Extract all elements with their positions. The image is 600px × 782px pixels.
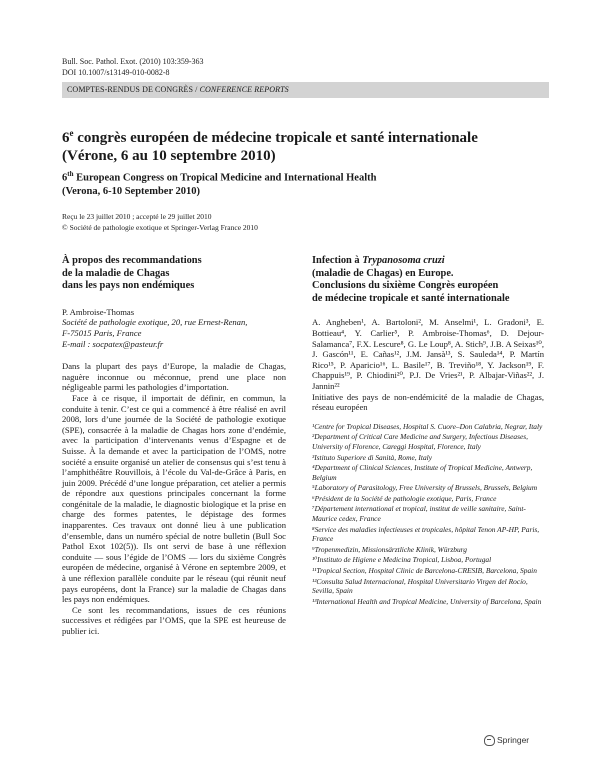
affiliation-item: ¹³International Health and Tropical Medicine, University of Barcelona, Spain	[312, 596, 542, 606]
title-english	[62, 168, 552, 198]
title-en-line2: (Verona, 6-10 September 2010)	[62, 185, 201, 197]
right-column	[312, 255, 544, 607]
species-name: Trypanosoma cruzi	[362, 255, 445, 266]
received-date: Reçu le 23 juillet 2010 ; accepté le 29 juillet 2010	[62, 212, 212, 221]
title-en-rest: European Congress on Tropical Medicine and International Health	[73, 172, 377, 184]
left-column	[62, 255, 286, 637]
email-line: E-mail : socpatex@pasteur.fr	[62, 338, 164, 349]
rubric-banner	[62, 82, 549, 98]
left-author: P. Ambroise-Thomas	[62, 306, 135, 317]
right-heading-line: (maladie de Chagas) en Europe.	[312, 267, 454, 279]
journal-doi: DOI 10.1007/s13149-010-0082-8	[62, 68, 170, 77]
affiliation-item: ⁵Laboratory of Parasitology, Free University of Brussels, Brussels, Belgium	[312, 483, 538, 493]
affiliation-item: ²Department of Critical Care Medicine and Surgery, Infectious Diseases, University of Florence, Careggi Hospital, Florence, Italy	[312, 432, 528, 451]
rubric-en: CONFERENCE REPORTS	[199, 85, 289, 94]
left-section-heading	[62, 255, 286, 293]
rubric-fr: COMPTES-RENDUS DE CONGRÈS /	[67, 85, 200, 94]
affiliation-item: ⁹Tropenmedizin, Missionsärztliche Klinik, Würzburg	[312, 544, 467, 554]
publisher-name: Springer	[497, 735, 530, 745]
publisher-logo	[484, 734, 529, 746]
journal-header	[62, 56, 204, 78]
journal-citation: Bull. Soc. Pathol. Exot. (2010) 103:359-363	[62, 57, 204, 66]
title-fr-rest: congrès européen de médecine tropicale et santé internationale	[73, 130, 478, 146]
left-paragraph-2: Face à ce risque, il importait de définir, en commun, la conduite à tenir. C’est ce qui a commencé à être réalisé en avril 2008, lors d’une journée de la Société de pathologie exotique (SPE), consacrée à la maladie de Chagas hors zone d’endémie, avec la participation d’intervenants venus d’Espagne et de Suisse. À la demande et avec la participation de l’OMS, notre société a ensuite organisé un atelier de consensus qui s’est tenu à l’amphithéâtre Rouvillois, à l’école du Val-de-Grâce à Paris, en juin 2009. Précédé d’une longue préparation, cet atelier a permis de répondre aux questions principales concernant la forme congénitale de la maladie, le diagnostic biologique et la prise en charge des formes patentes, le dépistage des formes inapparentes. Ces travaux ont donné lieu à une publication d’ensemble, dans un numéro spécial de notre bulletin (Bull Soc Pathol Exot 102(5)). Ils ont servi de base à une réflexion conduite — sous l’égide de l’OMS — lors du sixième Congrès européen de médecine, organisé à Vérone en septembre 2009, et à une réflexion parallèle conduite par le réseau (qui réunit neuf pays européens, dont la France) sur la maladie de Chagas dans les pays non endémiques.	[62, 392, 286, 605]
title-fr-number: 6	[62, 130, 70, 146]
affiliation-item: ¹²Consulta Salud Internacional, Hospital Universitario Virgen del Rocío, Sevilla, Spain	[312, 576, 528, 596]
affiliation-item: ¹Centre for Tropical Diseases, Hospital S. Cuore–Don Calabria, Negrar, Italy	[312, 421, 543, 431]
left-heading-line: de la maladie de Chagas	[62, 267, 170, 279]
affiliation-line: F-75015 Paris, France	[62, 327, 142, 338]
affiliation-item: ⁶Président de la Société de pathologie exotique, Paris, France	[312, 493, 497, 503]
affiliation-item: ⁷Département international et tropical, institut de veille sanitaire, Saint-Maurice cedex, France	[312, 504, 526, 524]
title-en-sup: th	[67, 170, 74, 178]
left-affiliation	[62, 317, 286, 349]
left-paragraph-1: Dans la plupart des pays d’Europe, la maladie de Chagas, naguère inconnue ou méconnue, prend une place non négligeable parmi les pathologies d’importation.	[62, 361, 286, 393]
article-dates	[62, 211, 258, 233]
right-section-heading	[312, 255, 544, 305]
right-heading-line: Conclusions du sixième Congrès européen	[312, 280, 499, 292]
affiliation-line: Société de pathologie exotique, 20, rue Ernest-Renan,	[62, 317, 248, 328]
title-en-number: 6	[62, 172, 68, 184]
right-heading-line: de médecine tropicale et santé internationale	[312, 292, 510, 304]
springer-horse-icon	[484, 735, 495, 746]
initiative-line: Initiative des pays de non-endémicité de la maladie de Chagas, réseau européen	[312, 391, 544, 413]
left-heading-line: dans les pays non endémiques	[62, 280, 195, 292]
title-french	[62, 124, 552, 165]
affiliation-item: ⁸Service des maladies infectieuses et tropicales, hôpital Tenon AP-HP, Paris, France	[312, 524, 540, 544]
right-heading-line: Infection à	[312, 255, 363, 266]
copyright-line: © Société de pathologie exotique et Springer-Verlag France 2010	[62, 223, 258, 232]
affiliation-item: ³Istituto Superiore di Sanità, Rome, Italy	[312, 452, 432, 462]
affiliation-item: ¹¹Tropical Section, Hospital Clinic de Barcelona-CRESIB, Barcelona, Spain	[312, 566, 537, 576]
affiliation-item: ⁴Department of Clinical Sciences, Institute of Tropical Medicine, Antwerp, Belgium	[312, 463, 533, 482]
title-fr-line2: (Vérone, 6 au 10 septembre 2010)	[62, 148, 276, 164]
right-authors: A. Angheben¹, A. Bartoloni², M. Anselmi¹, L. Gradoni³, E. Bottieau⁴, Y. Carlier⁵, P. Ambroise-Thomas⁶, D. Dejour-Salamanca⁷, F.X. Lescure⁸, G. Le Loup⁸, A. Stich⁹, J.B. A Seixas¹⁰, J. Gascón¹¹, E. Cañas¹², J.M. Jansà¹³, S. Sauleda¹⁴, P. Martín Rico¹⁵, P. Aparicio¹⁶, L. Basile¹⁷, B. Treviño¹⁸, Y. Jackson¹⁹, F. Chappuis¹⁹, P. Chiodini²⁰, P.J. De Vries²¹, P. Albajar-Viñas²², J. Jannin²²	[312, 317, 544, 391]
affiliation-item: ¹⁰Instituto de Higiene e Medicina Tropical, Lisboa, Portugal	[312, 555, 492, 565]
title-fr-sup: e	[69, 128, 74, 138]
left-paragraph-3: Ce sont les recommandations, issues de ces réunions successives et rédigées par l’OMS, que la SPE est heureuse de publier ici.	[62, 604, 286, 636]
affiliation-list	[312, 422, 544, 607]
left-heading-line: À propos des recommandations	[62, 255, 202, 266]
